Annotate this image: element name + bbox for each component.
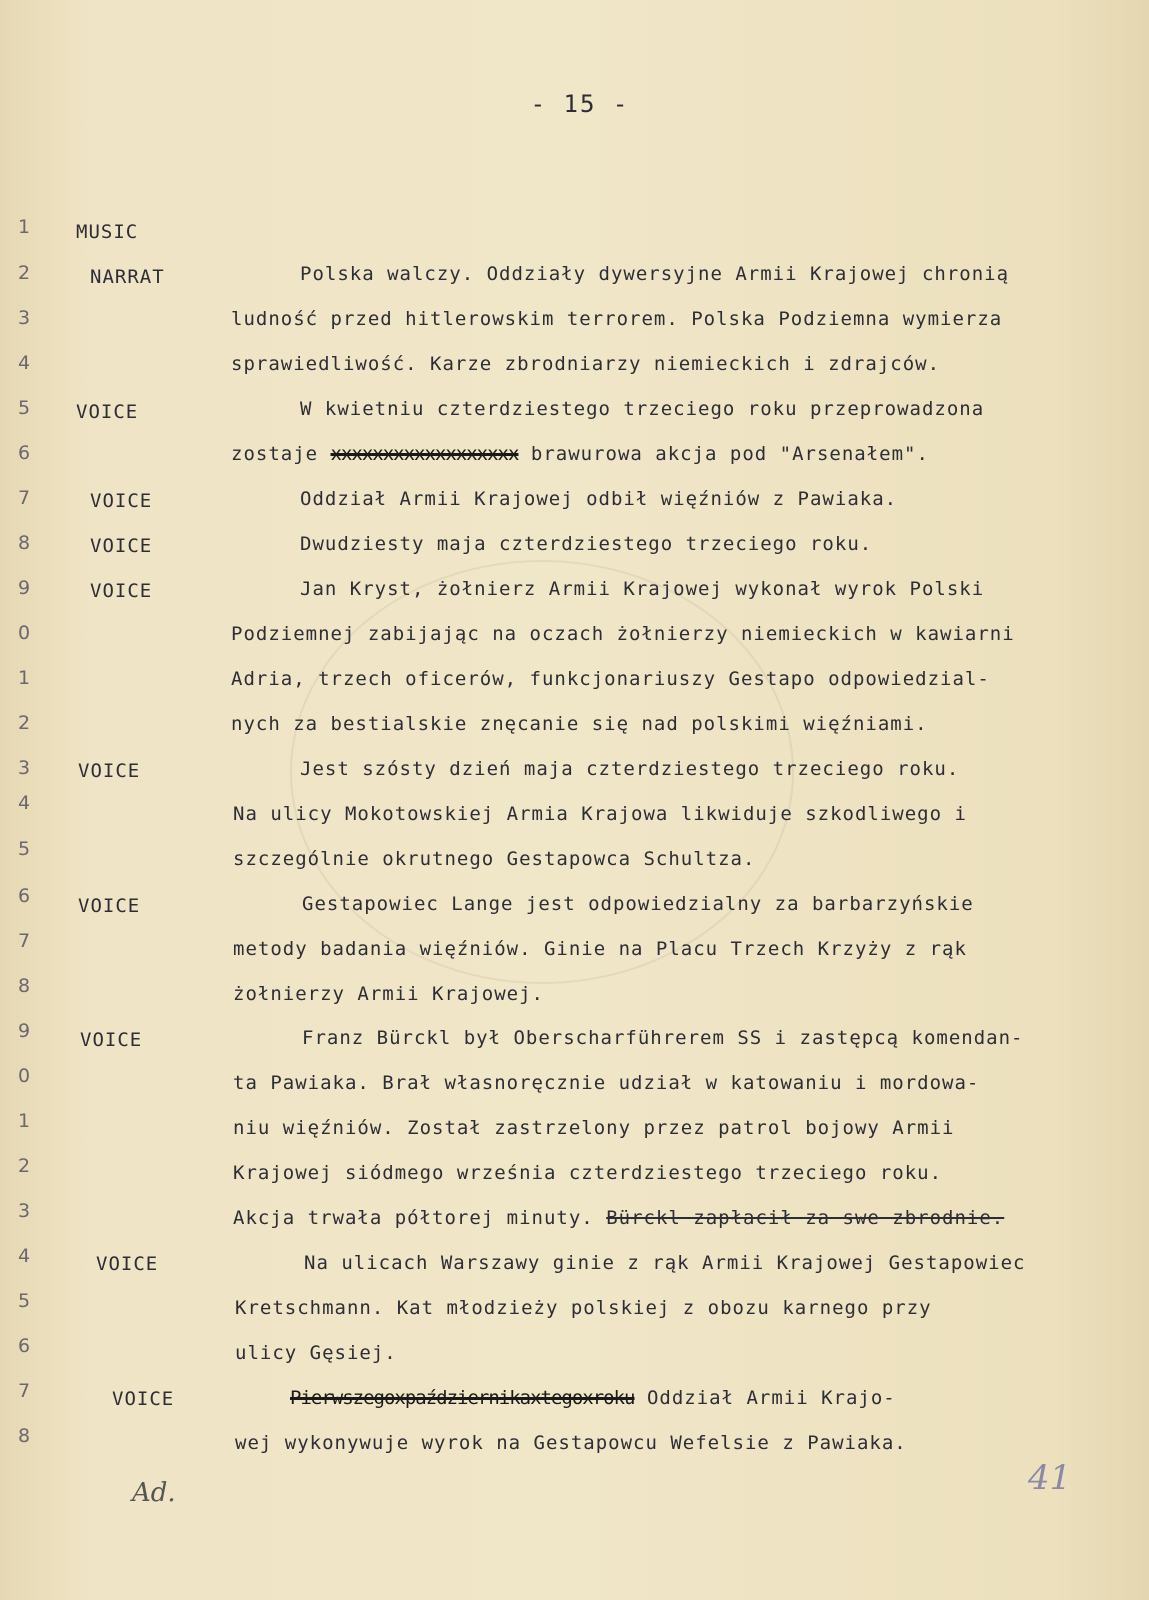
- text-line: wej wykonywuje wyrok na Gestapowcu Wefelsie z Pawiaka.: [235, 1432, 907, 1454]
- margin-number: 3: [18, 1200, 31, 1222]
- text-line: Podziemnej zabijając na oczach żołnierzy niemieckich w kawiarni: [231, 623, 1015, 645]
- text-line: metody badania więźniów. Ginie na Placu Trzech Krzyży z rąk: [233, 938, 967, 960]
- margin-number: 2: [18, 712, 31, 734]
- text-line: W kwietniu czterdziestego trzeciego roku przeprowadzona: [300, 398, 985, 420]
- speaker-label: VOICE: [90, 490, 153, 512]
- struck-text: Bürckl zapłacił za swe zbrodnie.: [606, 1207, 1005, 1229]
- speaker-label: VOICE: [76, 401, 139, 423]
- speaker-label: VOICE: [78, 895, 141, 917]
- text-line: Jan Kryst, żołnierz Armii Krajowej wykonał wyrok Polski: [300, 578, 985, 600]
- margin-number: 0: [18, 622, 31, 644]
- text-line: Polska walczy. Oddziały dywersyjne Armii Krajowej chronią: [300, 263, 1010, 285]
- handwritten-initials: Ad.: [132, 1478, 176, 1508]
- margin-number: 8: [18, 532, 31, 554]
- text-line: [231, 443, 929, 465]
- margin-number: 7: [18, 487, 31, 509]
- text-line: Gestapowiec Lange jest odpowiedzialny za barbarzyńskie: [302, 893, 974, 915]
- margin-number: 9: [18, 1020, 31, 1042]
- margin-number: 7: [18, 1380, 31, 1402]
- text-line: Franz Bürckl był Oberscharführerem SS i zastępcą komendan-: [302, 1027, 1024, 1049]
- margin-number: 5: [18, 397, 31, 419]
- text-line: ulicy Gęsiej.: [235, 1342, 397, 1364]
- text-line: nych za bestialskie znęcanie się nad polskimi więźniami.: [231, 713, 928, 735]
- margin-number: 4: [18, 352, 31, 374]
- text-fragment: Akcja trwała półtorej minuty.: [233, 1207, 594, 1229]
- text-line: [233, 1207, 1004, 1229]
- handwritten-page-count: 41: [1028, 1458, 1072, 1498]
- speaker-label: VOICE: [78, 760, 141, 782]
- margin-number: 7: [18, 930, 31, 952]
- page-number: - 15 -: [530, 90, 630, 118]
- redacted-text: xxxxxxxxxxxxxxxxxx: [330, 443, 519, 465]
- margin-number: 5: [18, 838, 31, 860]
- margin-number: 2: [18, 262, 31, 284]
- margin-number: 5: [18, 1290, 31, 1312]
- margin-number: 8: [18, 1425, 31, 1447]
- margin-number: 1: [18, 216, 31, 238]
- margin-number: 1: [18, 1110, 31, 1132]
- text-line: Oddział Armii Krajowej odbił więźniów z Pawiaka.: [300, 488, 898, 510]
- speaker-label: MUSIC: [76, 221, 139, 243]
- text-line: Na ulicy Mokotowskiej Armia Krajowa likwiduje szkodliwego i: [233, 803, 967, 825]
- text-line: [290, 1387, 896, 1409]
- text-line: Jest szósty dzień maja czterdziestego trzeciego roku.: [300, 758, 960, 780]
- margin-number: 3: [18, 757, 31, 779]
- text-line: Adria, trzech oficerów, funkcjonariuszy Gestapo odpowiedzial-: [231, 668, 990, 690]
- text-line: ludność przed hitlerowskim terrorem. Polska Podziemna wymierza: [231, 308, 1003, 330]
- margin-number: 4: [18, 1245, 31, 1267]
- speaker-label: VOICE: [112, 1388, 175, 1410]
- text-line: ta Pawiaka. Brał własnoręcznie udział w katowaniu i mordowa-: [233, 1072, 980, 1094]
- text-line: sprawiedliwość. Karze zbrodniarzy niemieckich i zdrajców.: [231, 353, 941, 375]
- margin-number: 0: [18, 1065, 31, 1087]
- redacted-text: Pierwszegoxpaździernikaxtegoxroku: [290, 1387, 635, 1409]
- speaker-label: NARRAT: [90, 266, 165, 288]
- text-line: niu więźniów. Został zastrzelony przez patrol bojowy Armii: [233, 1117, 955, 1139]
- text-line: Na ulicach Warszawy ginie z rąk Armii Krajowej Gestapowiec: [304, 1252, 1026, 1274]
- margin-number: 9: [18, 577, 31, 599]
- margin-number: 8: [18, 975, 31, 997]
- text-line: Dwudziesty maja czterdziestego trzeciego roku.: [300, 533, 873, 555]
- speaker-label: VOICE: [90, 580, 153, 602]
- speaker-label: VOICE: [80, 1029, 143, 1051]
- margin-number: 6: [18, 1335, 31, 1357]
- text-fragment: Oddział Armii Krajo-: [646, 1387, 896, 1409]
- text-line: szczególnie okrutnego Gestapowca Schultza.: [233, 848, 756, 870]
- text-fragment: brawurowa akcja pod "Arsenałem".: [530, 443, 929, 465]
- margin-number: 4: [18, 792, 31, 814]
- text-line: Kretschmann. Kat młodzieży polskiej z obozu karnego przy: [235, 1297, 932, 1319]
- text-line: Krajowej siódmego września czterdziestego trzeciego roku.: [233, 1162, 943, 1184]
- margin-number: 6: [18, 885, 31, 907]
- margin-number: 2: [18, 1155, 31, 1177]
- margin-number: 6: [18, 442, 31, 464]
- speaker-label: VOICE: [90, 535, 153, 557]
- text-line: żołnierzy Armii Krajowej.: [233, 983, 544, 1005]
- margin-number: 1: [18, 667, 31, 689]
- margin-number: 3: [18, 307, 31, 329]
- text-fragment: zostaje: [231, 443, 319, 465]
- speaker-label: VOICE: [96, 1253, 159, 1275]
